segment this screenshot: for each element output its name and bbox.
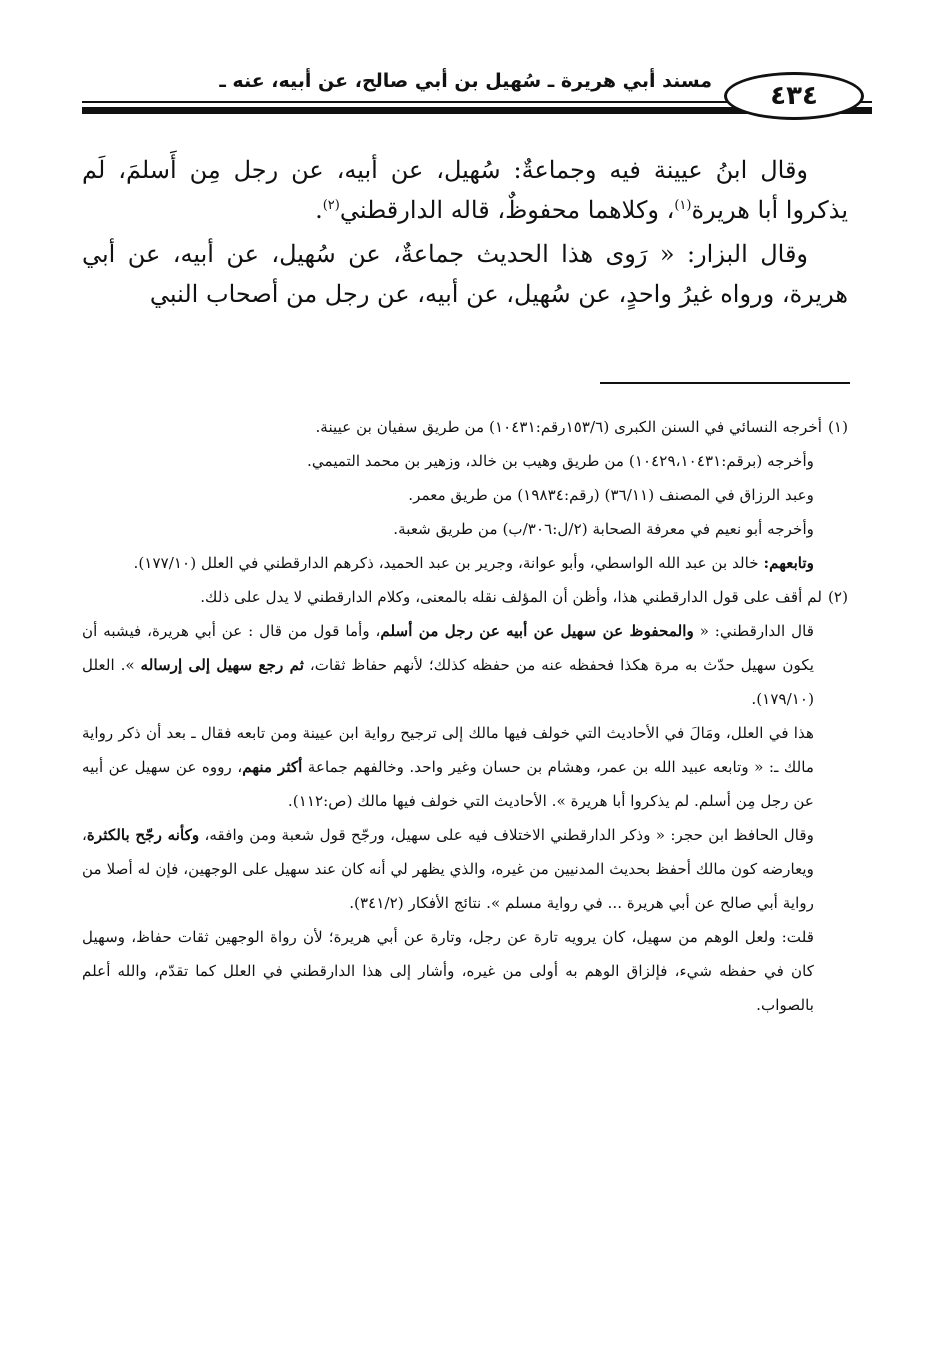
footnote-bold-text: والمحفوظ عن سهيل عن أبيه عن رجل من أسلم (380, 622, 694, 640)
footnote-number: (٢) (827, 588, 848, 606)
footnote-text: ، ويعارضه كون مالك أحفظ بحديث المدنيين من غيره، والذي يظهر لي أنه كان عند سهيل على الوجهين، فإن له أصلا من رواية أبي صالح عن أبي هريرة ... في رواية مسلم ». نتائج الأفكار (٣٤١/٢). (82, 826, 814, 912)
footnote-text: هذا في العلل، ومَالَ في الأحاديث التي خولف فيها مالك إلى ترجيح رواية ابن عيينة ومن تابعه فقال ـ بعد أن ذكر رواية مالك ـ: « وتابعه عبيد الله بن عمر، وهشام بن حسان وغير واحد. وخالفهم جماعة (82, 724, 815, 776)
footnote-1-line: وأخرجه أبو نعيم في معرفة الصحابة (٢/ل:٣٠٦/ب) من طريق شعبة. (393, 520, 814, 538)
page-header (82, 62, 872, 124)
footnote-bold-text: أكثر منهم (242, 758, 303, 776)
footnote-bold-text: وكأنه رجّح بالكثرة (86, 826, 200, 844)
footnote-text: خالد بن عبد الله الواسطي، وأبو عوانة، وجرير بن عبد الحميد، ذكرهم الدارقطني في العلل (١٧٧/١٠). (133, 554, 764, 572)
main-paragraph-1 (82, 150, 848, 230)
footnote-text: ، وأما قول من قال : عن أبي هريرة، فيشبه أن يكون سهيل حدّث به مرة هكذا فحفظه عنه من حفظه كذلك؛ لأنهم حفاظ ثقات، (82, 622, 814, 674)
main-text (82, 150, 848, 318)
footnote-ref-2: (٢) (322, 198, 340, 213)
footnote-2-paragraph: قلت: ولعل الوهم من سهيل، كان يرويه تارة عن رجل، وتارة عن أبي هريرة؛ لأن رواة الوجهين ثقات حفاظ، وسهيل كان في حفظه شيء، فإلزاق الوهم به أولى من غيره، وأشار إلى هذا الدارقطني في العلل كما تقدّم، والله أعلم بالصواب. (82, 928, 814, 1014)
footnote-text: أخرجه النسائي في السنن الكبرى (١٥٣/٦رقم:١٠٤٣١) من طريق سفيان بن عيينة. (315, 418, 822, 436)
page-number-badge (724, 72, 864, 120)
footnote-1-line: وعبد الرزاق في المصنف (٣٦/١١) (رقم:١٩٨٣٤) من طريق معمر. (408, 486, 814, 504)
footnote-bold-text: وتابعهم: (763, 554, 814, 572)
main-text-run: . (315, 196, 323, 224)
footnote-2-quote (82, 614, 848, 716)
main-text-run: وقال ابنُ عيينة فيه وجماعةٌ: سُهيل، عن أبيه، عن رجل مِن أَسلمَ، لَم يذكروا أبا هريرة (82, 156, 848, 224)
footnote-1 (82, 410, 848, 444)
footnote-text: ، رووه عن سهيل عن أبيه عن رجل مِن أسلم. لم يذكروا أبا هريرة ». الأحاديث التي خولف فيها مالك (ص:١١٢). (82, 758, 814, 810)
footnote-bold-text: ثم رجع سهيل إلى إرساله (140, 656, 304, 674)
main-paragraph-2: وقال البزار: « رَوى هذا الحديث جماعةٌ، عن سُهيل، عن أبيه، عن أبي هريرة، ورواه غيرُ واحدٍ، عن سُهيل، عن أبيه، عن رجل من أصحاب النبي (82, 240, 848, 308)
footnote-ref-1: (١) (674, 198, 692, 213)
footnote-number: (١) (827, 418, 848, 436)
main-text-run: ، وكلاهما محفوظٌ، قاله الدارقطني (339, 196, 675, 224)
footnote-2-paragraph (82, 716, 848, 818)
footnote-2-paragraph (82, 818, 848, 920)
footnote-2 (82, 580, 848, 614)
footnote-text: قال الدارقطني: « (693, 622, 814, 640)
footnotes (82, 410, 848, 1022)
page-number: ٤٣٤ (770, 81, 818, 111)
running-title: مسند أبي هريرة ـ سُهيل بن أبي صالح، عن أبيه، عنه ـ (219, 70, 712, 92)
footnote-text: ». العلل (١٧٩/١٠). (82, 656, 814, 708)
footnote-1-line (82, 546, 848, 580)
footnote-separator (600, 382, 850, 384)
footnote-1-line: وأخرجه (برقم:١٠٤٢٩،١٠٤٣١) من طريق وهيب بن خالد، وزهير بن محمد التميمي. (307, 452, 814, 470)
footnote-text: وقال الحافظ ابن حجر: « وذكر الدارقطني الاختلاف فيه على سهيل، ورجّح قول شعبة ومن وافقه، (199, 826, 815, 844)
footnote-text: لم أقف على قول الدارقطني هذا، وأظن أن المؤلف نقله بالمعنى، وكلام الدارقطني لا يدل على ذلك. (200, 588, 822, 606)
